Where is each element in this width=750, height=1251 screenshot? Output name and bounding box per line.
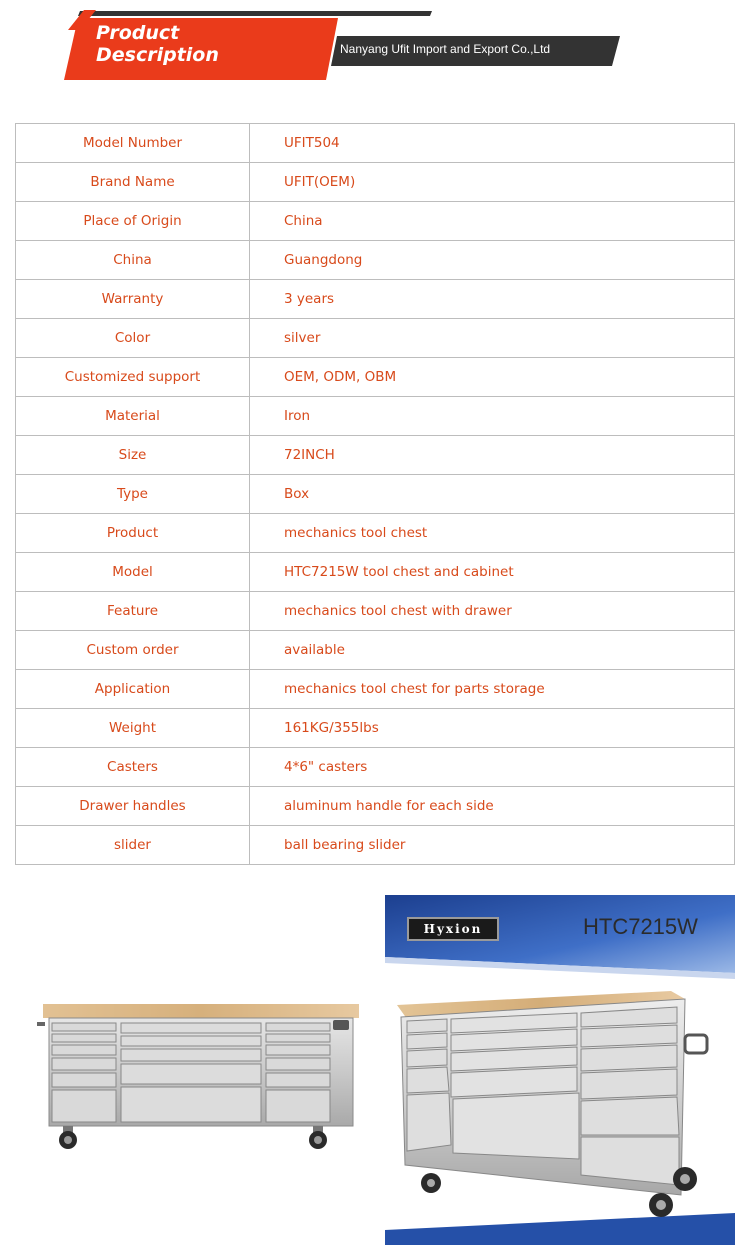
spec-value: mechanics tool chest with drawer — [250, 592, 735, 631]
spec-value: available — [250, 631, 735, 670]
spec-label: Casters — [16, 748, 250, 787]
spec-value: Box — [250, 475, 735, 514]
spec-label: Weight — [16, 709, 250, 748]
spec-row — [16, 709, 735, 748]
spec-label: Material — [16, 397, 250, 436]
spec-row — [16, 241, 735, 280]
spec-value: aluminum handle for each side — [250, 787, 735, 826]
spec-value: silver — [250, 319, 735, 358]
brand-logo: Hyxion — [407, 917, 499, 941]
spec-value: mechanics tool chest for parts storage — [250, 670, 735, 709]
spec-row — [16, 787, 735, 826]
spec-label: Feature — [16, 592, 250, 631]
spec-value: Iron — [250, 397, 735, 436]
tool-chest-photo — [15, 990, 370, 1160]
spec-row — [16, 436, 735, 475]
spec-row — [16, 553, 735, 592]
spec-row — [16, 631, 735, 670]
spec-row — [16, 163, 735, 202]
spec-label: Custom order — [16, 631, 250, 670]
spec-row — [16, 280, 735, 319]
spec-value: 161KG/355lbs — [250, 709, 735, 748]
spec-label: Customized support — [16, 358, 250, 397]
spec-value: 4*6" casters — [250, 748, 735, 787]
spec-label: Drawer handles — [16, 787, 250, 826]
company-name: Nanyang Ufit Import and Export Co.,Ltd — [340, 42, 551, 56]
branded-illustration — [385, 895, 735, 1245]
spec-value: Guangdong — [250, 241, 735, 280]
spec-value: HTC7215W tool chest and cabinet — [250, 553, 735, 592]
spec-value: China — [250, 202, 735, 241]
spec-label: Brand Name — [16, 163, 250, 202]
branded-product-photo — [385, 895, 735, 1245]
spec-row — [16, 124, 735, 163]
spec-label: Model Number — [16, 124, 250, 163]
spec-table-body — [16, 124, 735, 865]
banner-title-line1: Product — [96, 22, 180, 44]
spec-row — [16, 202, 735, 241]
spec-label: Type — [16, 475, 250, 514]
spec-label: China — [16, 241, 250, 280]
spec-value: OEM, ODM, OBM — [250, 358, 735, 397]
spec-value: 3 years — [250, 280, 735, 319]
spec-value: UFIT(OEM) — [250, 163, 735, 202]
spec-value: 72INCH — [250, 436, 735, 475]
model-code-label: HTC7215W — [583, 914, 698, 939]
spec-table — [15, 123, 735, 865]
spec-row — [16, 358, 735, 397]
header-banner — [0, 0, 750, 100]
spec-label: Product — [16, 514, 250, 553]
spec-row — [16, 748, 735, 787]
spec-label: Size — [16, 436, 250, 475]
spec-row — [16, 319, 735, 358]
spec-label: Color — [16, 319, 250, 358]
spec-row — [16, 670, 735, 709]
spec-value: ball bearing slider — [250, 826, 735, 865]
banner-title-line2: Description — [96, 44, 219, 66]
spec-row — [16, 592, 735, 631]
banner-title — [96, 22, 219, 66]
spec-value: mechanics tool chest — [250, 514, 735, 553]
spec-label: slider — [16, 826, 250, 865]
tool-chest-illustration — [15, 990, 370, 1160]
spec-label: Model — [16, 553, 250, 592]
spec-label: Warranty — [16, 280, 250, 319]
spec-row — [16, 514, 735, 553]
spec-value: UFIT504 — [250, 124, 735, 163]
spec-row — [16, 397, 735, 436]
spec-label: Application — [16, 670, 250, 709]
spec-label: Place of Origin — [16, 202, 250, 241]
spec-row — [16, 826, 735, 865]
spec-row — [16, 475, 735, 514]
